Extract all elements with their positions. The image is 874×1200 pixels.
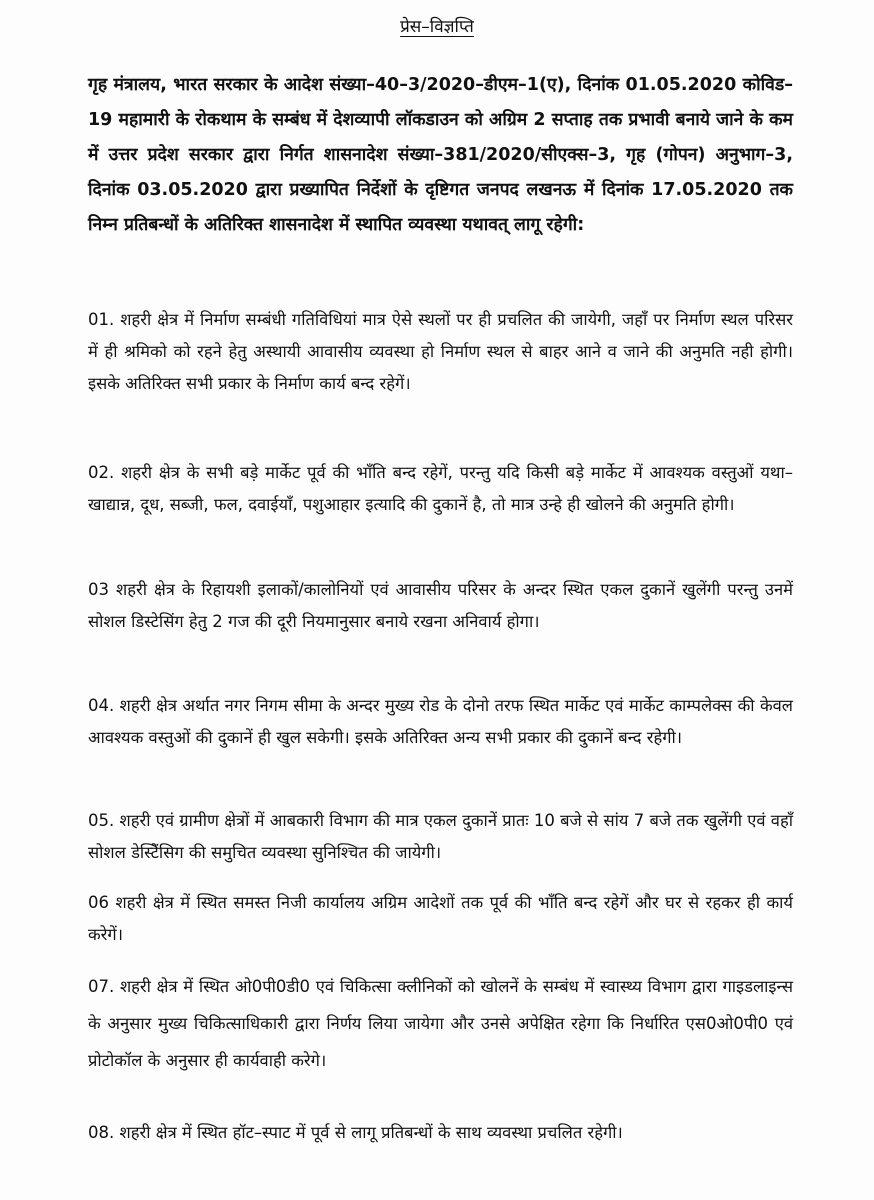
directive-point-07: 07. शहरी क्षेत्र में स्थित ओ0पी0डी0 एवं चिकित्सा क्लीनिकों को खोलनें के सम्बंध में स्वास्थ्य विभाग द्वारा गाइडलाइन्स के अनुसार मुख्य चिकित्साधिकारी द्वारा निर्णय लिया जायेगा और उनसे अपेक्षित रहेगा कि निर्धारित एस0ओ0पी0 एवं प्रोटोकॉल के अनुसार ही कार्यवाही करेगे।	[88, 977, 793, 1070]
directive-point-01: 01. शहरी क्षेत्र में निर्माण सम्बंधी गतिविधियां मात्र ऐसे स्थलों पर ही प्रचलित की जायेगी, जहाँ पर निर्माण स्थल परिसर में ही श्रमिको को रहने हेतु अस्थायी आवासीय व्यवस्था हो निर्माण स्थल से बाहर आने व जाने की अनुमति नही होगी। इसके अतिरिक्त सभी प्रकार के निर्माण कार्य बन्द रहेगें।	[88, 310, 793, 393]
intro-paragraph: गृह मंत्रालय, भारत सरकार के आदेश संख्या–40–3/2020–डीएम–1(ए), दिनांक 01.05.2020 कोविड–19 महामारी के रोकथाम के सम्बंध में देशव्यापी लॉकडाउन को अग्रिम 2 सप्ताह तक प्रभावी बनाये जाने के कम में उत्तर प्रदेश सरकार द्वारा निर्गत शासनादेश संख्या–381/2020/सीएक्स–3, गृह (गोपन) अनुभाग–3, दिनांक 03.05.2020 द्वारा प्रख्यापित निर्देशों के दृष्टिगत जनपद लखनऊ में दिनांक 17.05.2020 तक निम्न प्रतिबन्धों के अतिरिक्त शासनादेश में स्थापित व्यवस्था यथावत् लागू रहेगी:	[88, 75, 793, 235]
document-title-text: प्रेस–विज्ञप्ति	[400, 17, 474, 37]
directive-point-05: 05. शहरी एवं ग्रामीण क्षेत्रों में आबकारी विभाग की मात्र एकल दुकानें प्रातः 10 बजे से सांय 7 बजे तक खुलेंगी एवं वहाँ सोशल डेस्टिेंसिग की समुचित व्यवस्था सुनिश्चित की जायेगी।	[88, 811, 793, 862]
directive-point-06: 06 शहरी क्षेत्र में स्थित समस्त निजी कार्यालय अग्रिम आदेशों तक पूर्व की भाँति बन्द रहेगें और घर से रहकर ही कार्य करेगें।	[88, 893, 793, 944]
directive-point-08: 08. शहरी क्षेत्र में स्थित हॉट–स्पाट में पूर्व से लागू प्रतिबन्धों के साथ व्यवस्था प्रचलित रहेगी।	[88, 1123, 623, 1142]
directive-point-02: 02. शहरी क्षेत्र के सभी बड़े मार्केट पूर्व की भाँति बन्द रहेगें, परन्तु यदि किसी बड़े मार्केट में आवश्यक वस्तुओं यथा–खाद्यान्न, दूध, सब्जी, फल, दवाईयाँ, पशुआहार इत्यादि की दुकानें है, तो मात्र उन्हे ही खोलने की अनुमति होगी।	[88, 463, 793, 514]
document-title	[0, 14, 874, 37]
directive-point-03: 03 शहरी क्षेत्र के रिहायशी इलाकों/कालोनियों एवं आवासीय परिसर के अन्दर स्थित एकल दुकानें खुलेंगी परन्तु उनमें सोशल डिस्टेसिंग हेतु 2 गज की दूरी नियमानुसार बनाये रखना अनिवार्य होगा।	[88, 580, 793, 631]
directive-point-04: 04. शहरी क्षेत्र अर्थात नगर निगम सीमा के अन्दर मुख्य रोड के दोनो तरफ स्थित मार्केट एवं मार्केट काम्पलेक्स की केवल आवश्यक वस्तुओं की दुकानें ही खुल सकेगी। इसके अतिरिक्त अन्य सभी प्रकार की दुकानें बन्द रहेगी।	[88, 696, 793, 747]
